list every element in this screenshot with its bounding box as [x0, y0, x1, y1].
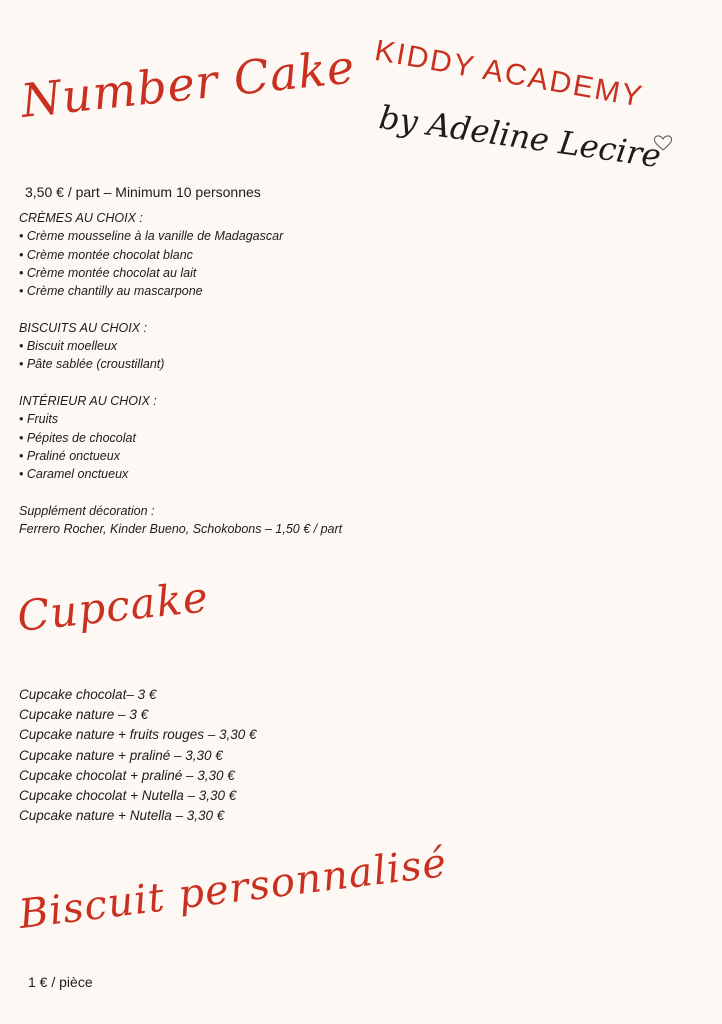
list-item: Cupcake chocolat + praliné – 3,30 € [19, 767, 235, 783]
list-item: • Crème montée chocolat blanc [19, 247, 193, 262]
number-cake-title: Number Cake [18, 39, 358, 128]
supplement-text: Ferrero Rocher, Kinder Bueno, Schokobons – 1,50 € / part [19, 522, 343, 537]
number-cake-price: 3,50 € / part – Minimum 10 personnes [25, 184, 261, 200]
biscuit-title: Biscuit personnalisé [16, 839, 450, 938]
supplement-heading: Supplément décoration : [19, 503, 155, 518]
list-item: • Crème chantilly au mascarpone [19, 284, 203, 299]
biscuit-price: 1 € / pièce [28, 974, 93, 990]
brand-signature: by Adeline Lecire [376, 98, 664, 176]
list-item: Cupcake chocolat + Nutella – 3,30 € [19, 788, 237, 804]
biscuits-heading: BISCUITS AU CHOIX : [19, 320, 148, 335]
brand-name: KIDDY ACADEMY [372, 34, 647, 114]
list-item: • Crème mousseline à la vanille de Madagascar [19, 229, 284, 244]
list-item: • Praliné onctueux [19, 448, 120, 463]
list-item: • Pâte sablée (croustillant) [19, 357, 165, 372]
list-item: • Crème montée chocolat au lait [19, 265, 197, 280]
list-item: Cupcake nature – 3 € [19, 707, 149, 723]
interieur-heading: INTÉRIEUR AU CHOIX : [19, 393, 157, 408]
list-item: • Fruits [19, 412, 59, 427]
list-item: Cupcake nature + Nutella – 3,30 € [19, 808, 225, 824]
cupcake-title: Cupcake [14, 572, 211, 641]
cremes-heading: CRÈMES AU CHOIX : [19, 211, 143, 225]
cupcake-list [19, 685, 257, 826]
heart-icon [652, 134, 674, 152]
number-cake-options [19, 209, 342, 538]
list-item: Cupcake nature + fruits rouges – 3,30 € [19, 727, 257, 743]
list-item: • Caramel onctueux [19, 467, 129, 482]
list-item: Cupcake chocolat– 3 € [19, 687, 157, 702]
list-item: • Pépites de chocolat [19, 430, 136, 445]
list-item: • Biscuit moelleux [19, 339, 118, 354]
list-item: Cupcake nature + praliné – 3,30 € [19, 747, 223, 763]
